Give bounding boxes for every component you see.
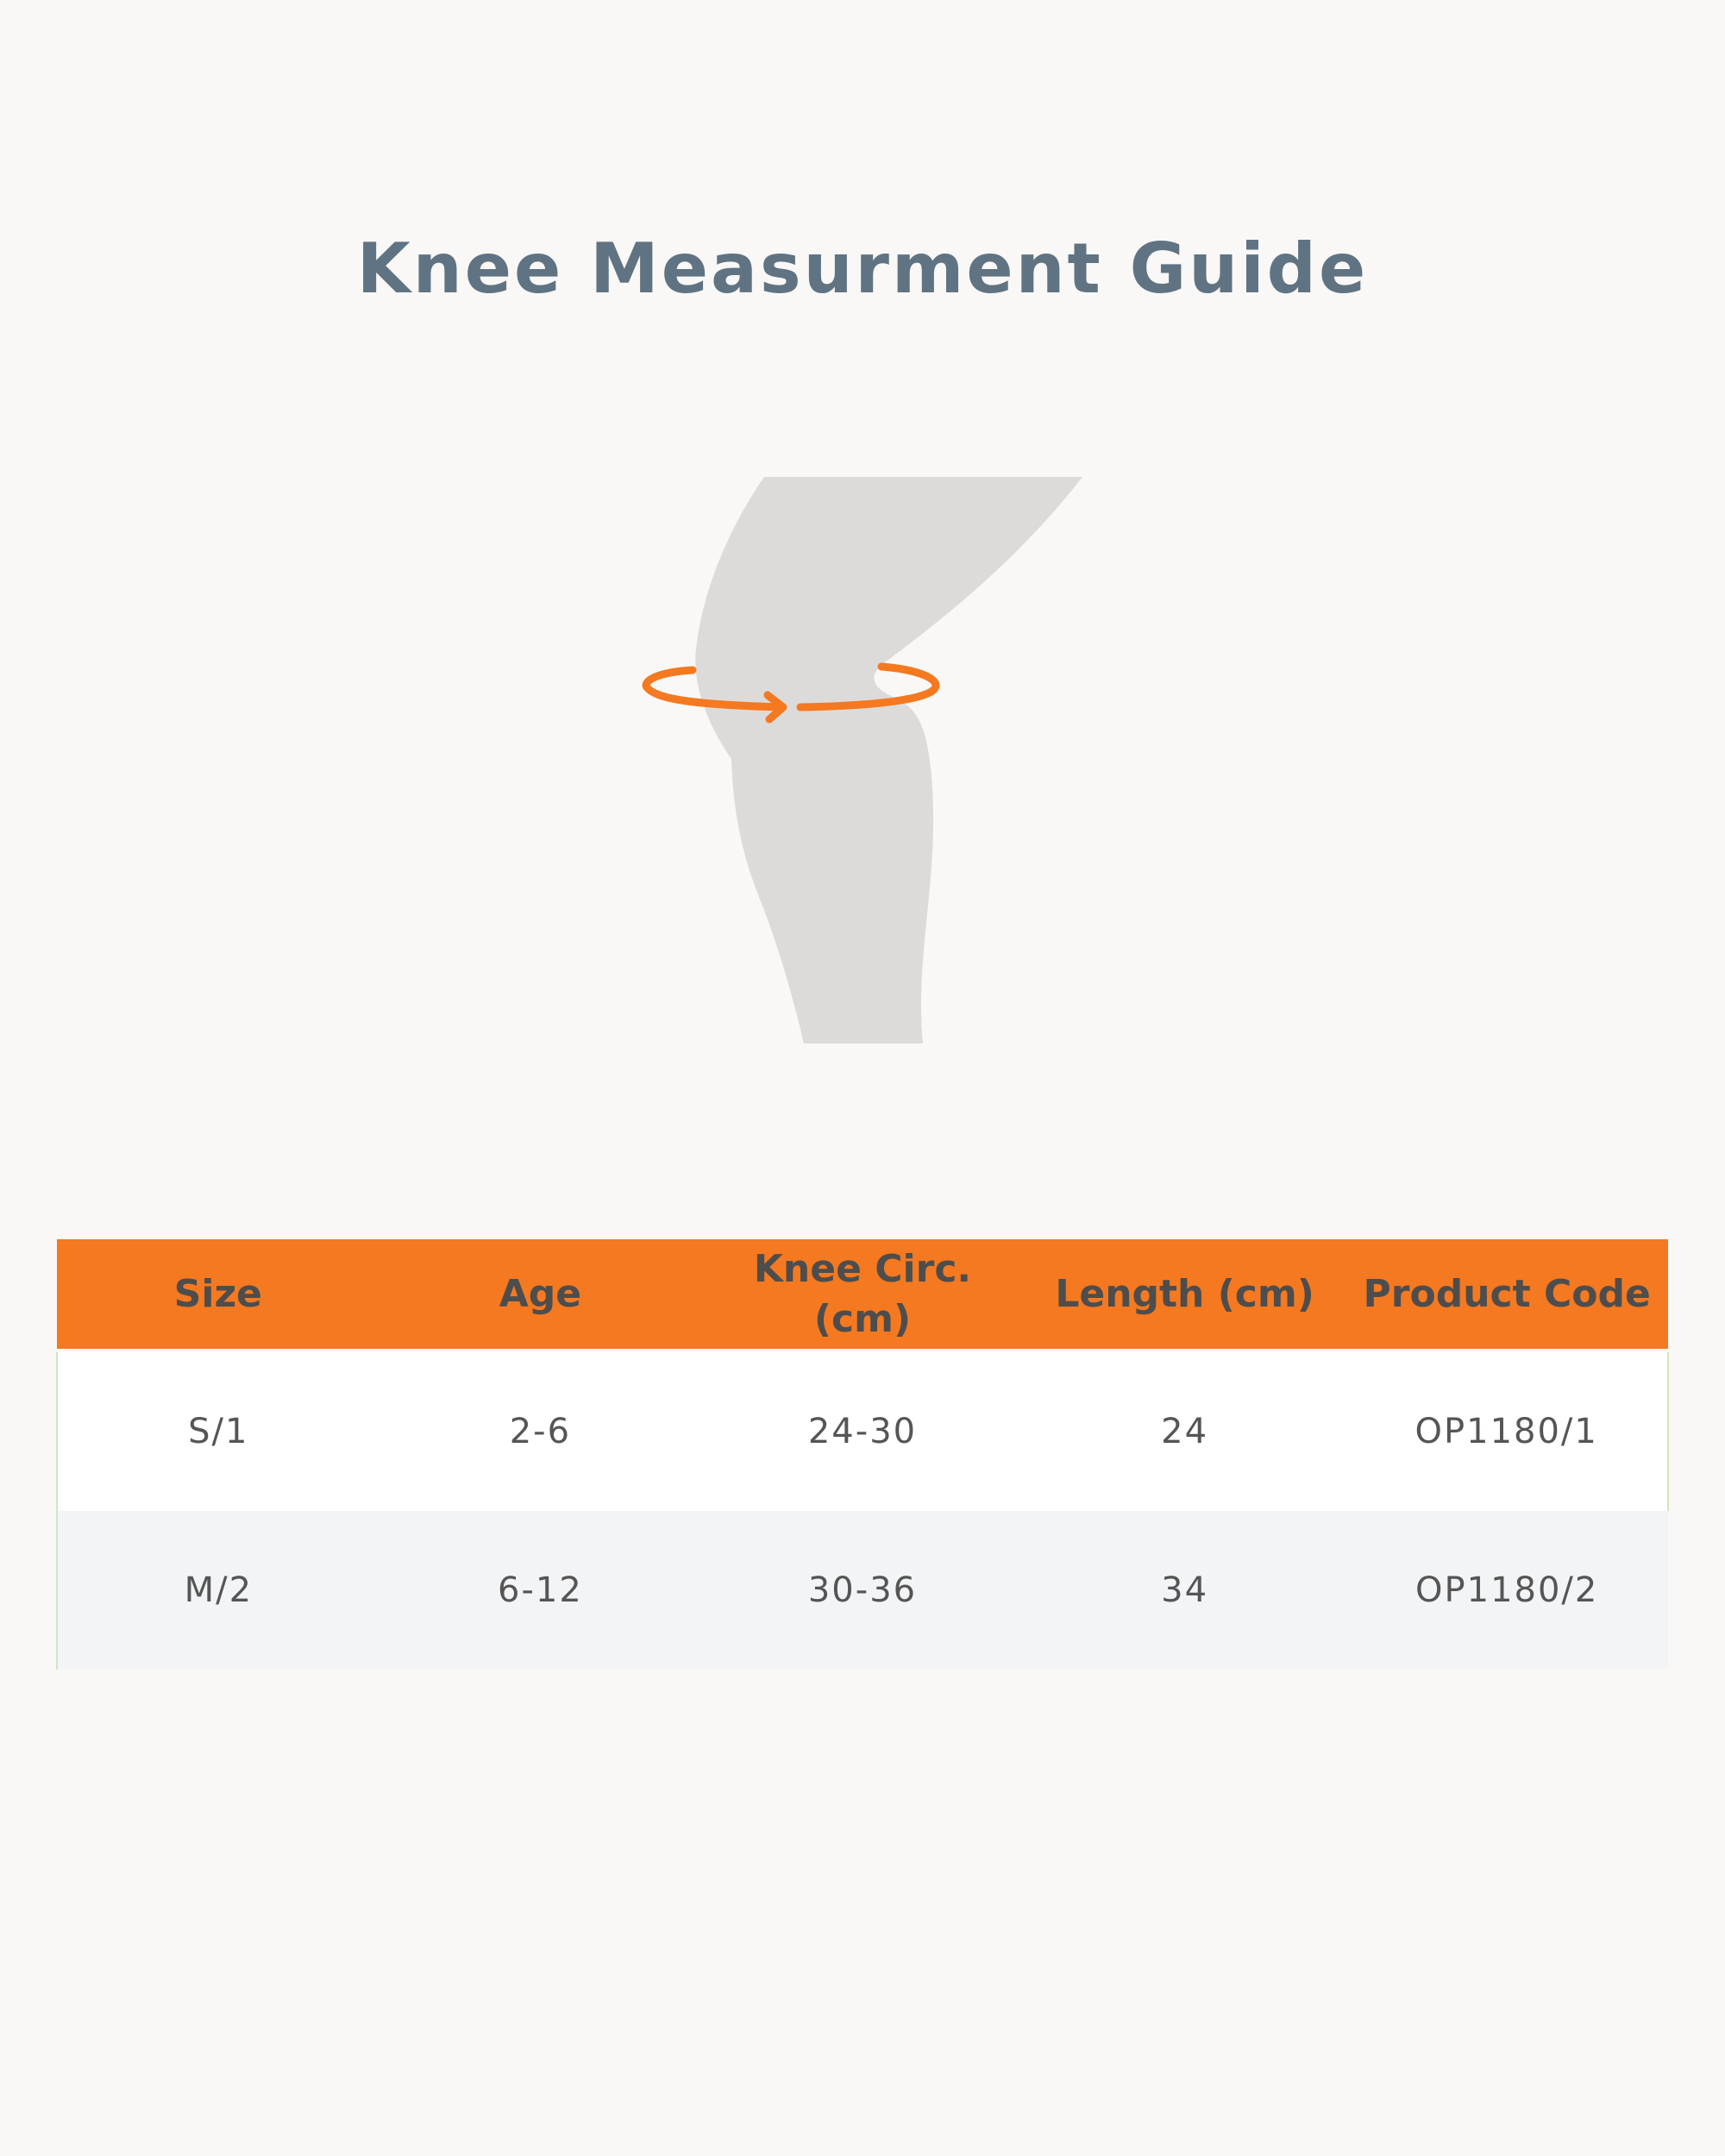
column-header-length: Length (cm) <box>1024 1239 1346 1351</box>
size-chart-table <box>56 1239 1669 1670</box>
column-header-size: Size <box>57 1239 380 1351</box>
cell-age: 2-6 <box>380 1351 702 1511</box>
cell-product-code: OP1180/2 <box>1346 1511 1668 1670</box>
column-header-age: Age <box>380 1239 702 1351</box>
cell-knee-circ: 30-36 <box>701 1511 1024 1670</box>
knee-leg-icon <box>695 477 1082 1044</box>
cell-product-code: OP1180/1 <box>1346 1351 1668 1511</box>
column-header-product-code: Product Code <box>1346 1239 1668 1351</box>
cell-length: 34 <box>1024 1511 1346 1670</box>
cell-size: S/1 <box>57 1351 380 1511</box>
knee-figure <box>604 466 1121 1069</box>
cell-age: 6-12 <box>380 1511 702 1670</box>
table-header-row <box>57 1239 1668 1351</box>
page-title: Knee Measurment Guide <box>356 229 1369 309</box>
table-row <box>57 1511 1668 1670</box>
cell-size: M/2 <box>57 1511 380 1670</box>
column-header-knee-circ: Knee Circ. (cm) <box>701 1239 1024 1351</box>
cell-length: 24 <box>1024 1351 1346 1511</box>
table-row <box>57 1351 1668 1511</box>
cell-knee-circ: 24-30 <box>701 1351 1024 1511</box>
